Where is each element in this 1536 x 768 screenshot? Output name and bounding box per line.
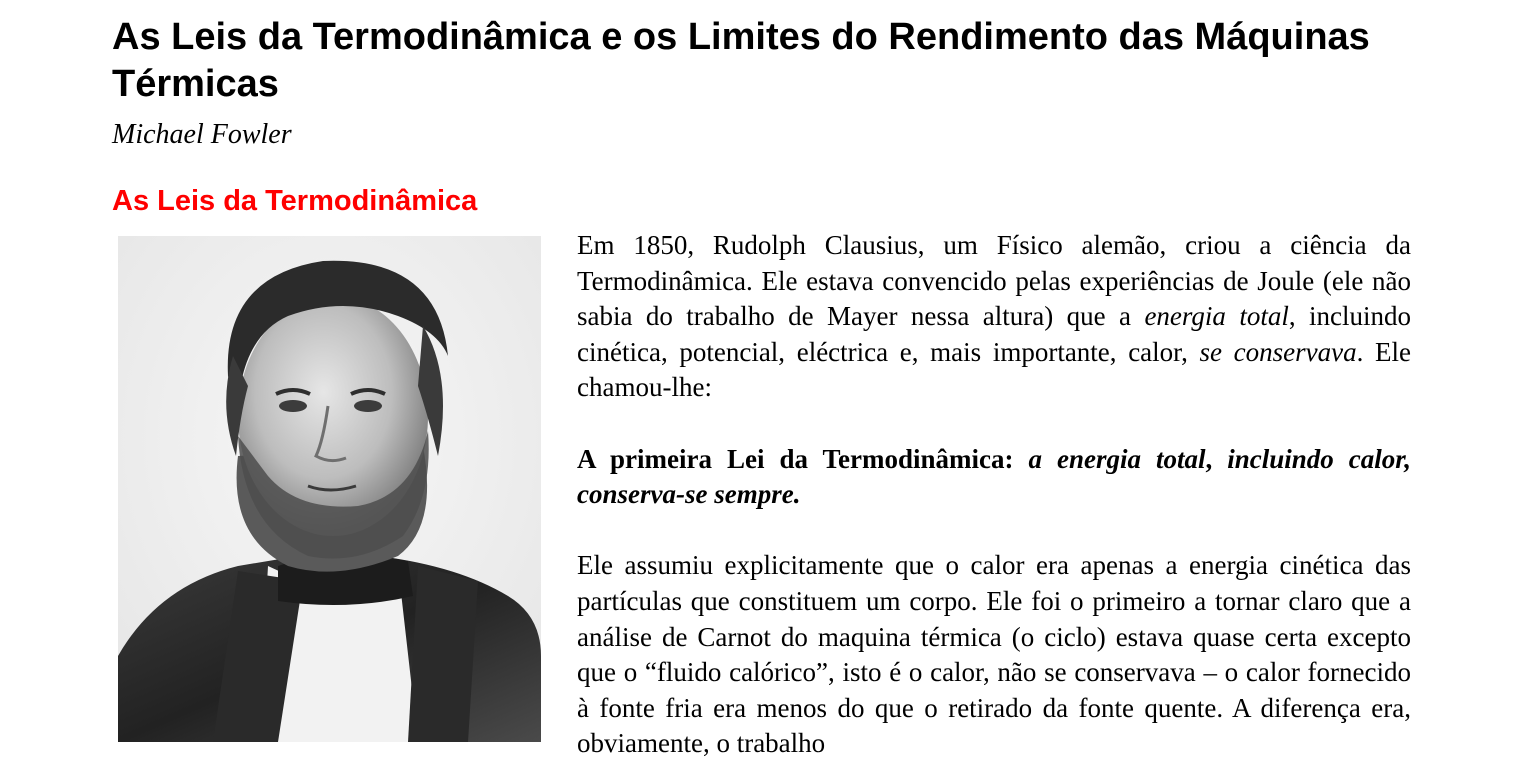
- emphasis-text: energia total: [1144, 301, 1289, 332]
- first-law-comma: ,: [1205, 443, 1228, 474]
- first-law-text: incluindo calor, conserva-se sempre.: [577, 443, 1412, 510]
- portrait-image: [118, 236, 541, 742]
- paragraph-text: Em 1850, Rudolph Clausius, um Físico alemão, criou a ciência da Termodinâmica. Ele estava convencido pelas experiências de Joule (ele não sabia do trabalho de Mayer nessa altura) que a: [577, 230, 1411, 332]
- paragraph-text: . Ele chamou-lhe:: [577, 336, 1411, 403]
- first-law-text: a energia total: [1028, 443, 1206, 474]
- section-title: As Leis da Termodinâmica: [112, 185, 478, 217]
- paragraph-clausius-heat: Ele assumiu explicitamente que o calor era apenas a energia cinética das partículas que constituem um corpo. Ele foi o primeiro a tornar claro que a análise de Carnot do maquina térmica (o ciclo) estava quase certa excepto que o “fluido calórico”, isto é o calor, não se conservava – o calor fornecido à fonte fria era menos do que o retirado da fonte quente. A diferença era, obviamente, o trabalho: [577, 550, 1411, 759]
- emphasis-text: se conservava: [1199, 336, 1357, 367]
- article-body: [577, 228, 1411, 768]
- page-title: As Leis da Termodinâmica e os Limites do Rendimento das Máquinas Térmicas: [112, 16, 1370, 105]
- first-law-statement: [577, 442, 1411, 513]
- author-name: Michael Fowler: [112, 119, 292, 150]
- paragraph-intro: [577, 228, 1411, 406]
- first-law-label: A primeira Lei da Termodinâmica:: [577, 443, 1029, 474]
- paragraph-text: , incluindo cinética, potencial, eléctrica e, mais importante, calor,: [577, 301, 1411, 367]
